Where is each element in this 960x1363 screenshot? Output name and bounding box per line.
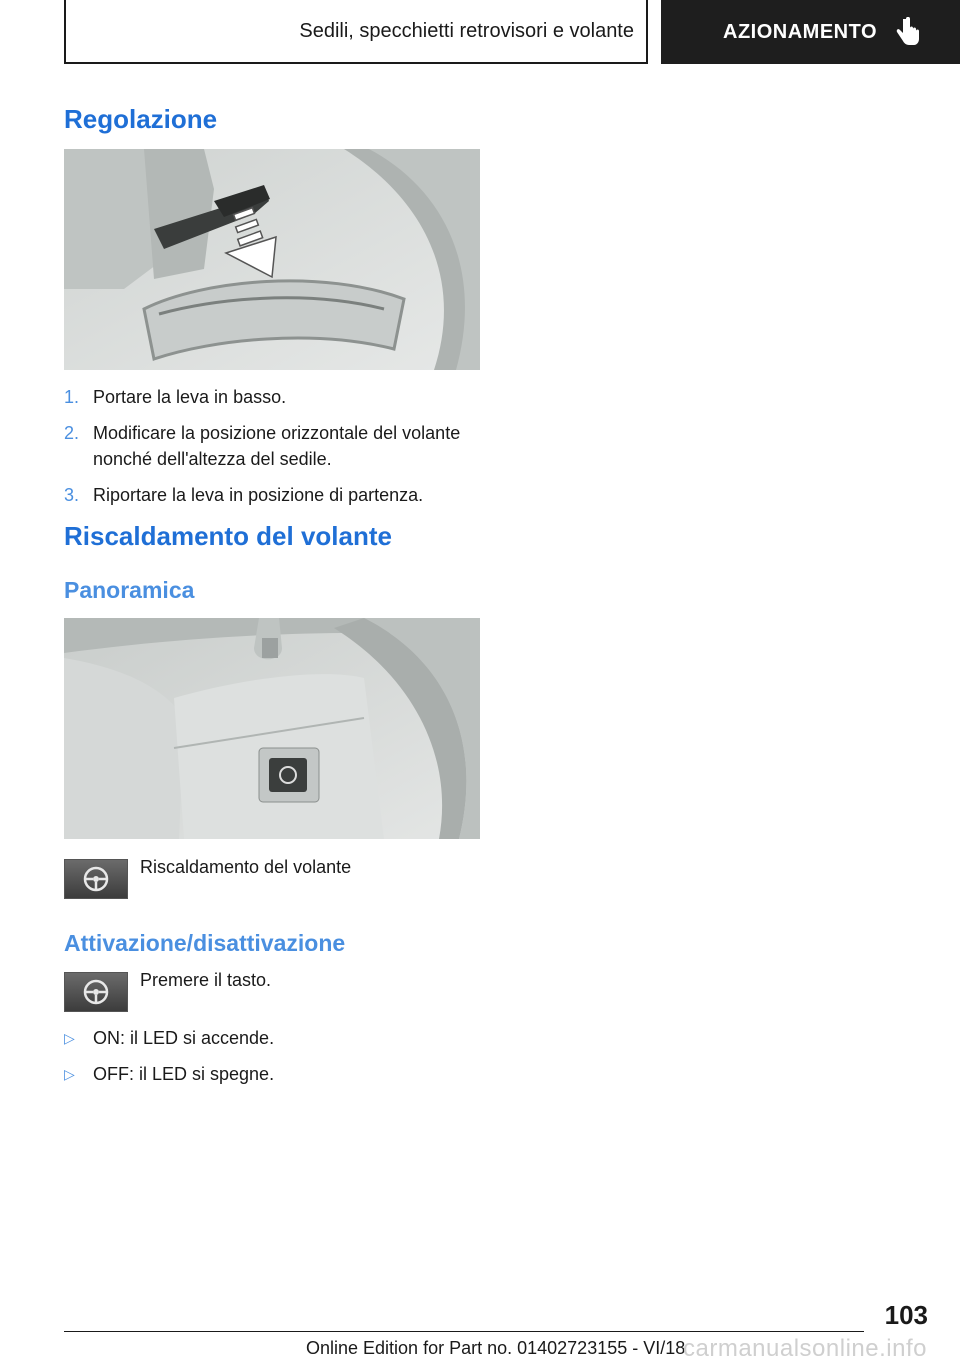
pointing-hand-icon [895, 17, 921, 47]
list-item: 3. Riportare la leva in posizione di partenza. [64, 485, 424, 505]
header-chapter [661, 0, 960, 64]
heating-button-figure [64, 618, 480, 839]
list-item: 2. Modificare la posizione orizzontale del volante nonché dell'altezza del sedile. [64, 423, 461, 469]
heading-riscaldamento: Riscaldamento del volante [64, 521, 392, 551]
lever-adjust-figure [64, 149, 480, 370]
steering-wheel-heat-icon [64, 859, 128, 899]
icon-caption: Riscaldamento del volante [140, 857, 352, 877]
watermark: carmanualsonline.info [683, 1335, 927, 1362]
steering-wheel-heat-icon [64, 972, 128, 1012]
list-item: ▷ OFF: il LED si spegne. [64, 1061, 484, 1087]
chapter-title: AZIONAMENTO [723, 20, 878, 43]
adjust-steps [64, 384, 484, 518]
press-instruction: Premere il tasto. [140, 970, 272, 990]
heading-regolazione: Regolazione [64, 104, 218, 134]
triangle-bullet-icon: ▷ [64, 1066, 75, 1082]
list-item: ▷ ON: il LED si accende. [64, 1025, 484, 1051]
list-item: 1. Portare la leva in basso. [64, 387, 287, 407]
led-states [64, 1025, 484, 1097]
edition-text: Online Edition for Part no. 01402723155 - VI/18 [306, 1338, 686, 1358]
heading-attivazione: Attivazione/disattivazione [64, 930, 346, 956]
header-section [64, 0, 648, 64]
page-number: 103 [884, 1300, 928, 1330]
section-title: Sedili, specchietti retrovisori e volante [299, 19, 634, 42]
footer-divider [64, 1331, 864, 1332]
triangle-bullet-icon: ▷ [64, 1030, 75, 1046]
heading-panoramica: Panoramica [64, 577, 195, 603]
